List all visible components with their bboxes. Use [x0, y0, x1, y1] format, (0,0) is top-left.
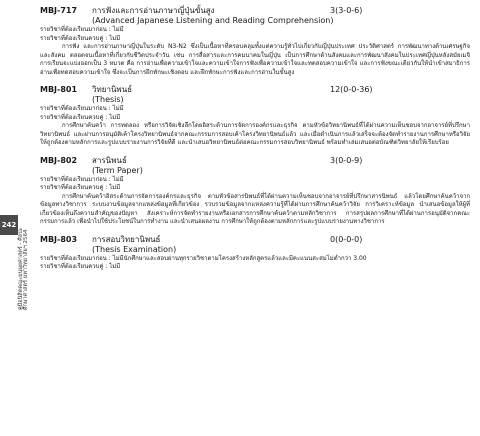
course-description: การศึกษาค้นคว้า การทดลอง หรือการวิจัยเชิงลึกโดยอิสระด้านการจัดการองค์กรและธุรกิจ ตามหัวข้อวิทยานิพนธ์ที่ได้ผ่านความเห็นชอบจากอาจารย์ที่ปรึกษาวิทยานิพนธ์ และผ่านการอนุมัติเค้าโครงวิทยานิพนธ์จากคณะกรรมการสอบเค้าโครงวิทยานิพนธ์แล้ว และเมื่อดำเนินการแล้วเสร็จจะต้องจัดทำรายงานการศึกษาหรือวิจัยให้ถูกต้องตามหลักการและรูปแบบรายงานการวิจัยที่ดี และนำเสนอวิทยานิพนธ์ต่อคณะกรรมการสอบวิทยานิพนธ์ พร้อมทำเล่มเสนอต่อบัณฑิตวิทยาลัยให้เรียบร้อย [40, 122, 470, 146]
course-title-th: วิทยานิพนธ์ [92, 85, 133, 94]
prerequisite: รายวิชาที่ต้องเรียนมาก่อน : ไม่มีนักศึกษาและสอบผ่านทุกรายวิชาตามโครงสร้างหลักสูตรแล้วและมีคะแนนสะสมไม่ต่ำกว่า 3.00 [40, 254, 367, 262]
course-block [40, 156, 470, 227]
course-credits: 3(3-0-6) [330, 6, 363, 15]
course-credits: 12(0-0-36) [330, 85, 373, 94]
prerequisite: รายวิชาที่ต้องเรียนมาก่อน : ไม่มี [40, 175, 124, 183]
course-credits: 3(0-0-9) [330, 155, 363, 165]
corequisite: รายวิชาที่ต้องเรียนควบคู่ : ไม่มี [40, 113, 121, 121]
course-description-page [40, 6, 470, 280]
corequisite: รายวิชาที่ต้องเรียนควบคู่ : ไม่มี [40, 263, 121, 270]
course-header [40, 6, 470, 16]
course-header [40, 85, 470, 95]
course-title-en: (Term Paper) [92, 165, 143, 175]
side-running-header [19, 190, 29, 310]
course-title-th: สารนิพนธ์ [92, 155, 127, 165]
course-code: MBJ-717 [40, 6, 78, 15]
course-header [40, 156, 470, 166]
course-block [40, 6, 470, 77]
course-code: MBJ-803 [40, 234, 78, 244]
course-header [40, 235, 470, 245]
course-block [40, 235, 470, 272]
side-text-line: ศึกษาศาสตร์ มหาวิทยาลัยฯ 2564 [23, 229, 29, 310]
course-title-th: การฟังและการอ่านภาษาญี่ปุ่นขั้นสูง [92, 6, 215, 15]
course-title-en: (Advanced Japanese Listening and Reading Comprehension) [92, 16, 334, 25]
prerequisite: รายวิชาที่ต้องเรียนมาก่อน : ไม่มี [40, 26, 124, 33]
course-description: การฟัง และการอ่านภาษาญี่ปุ่นในระดับ N3-N2 ซึ่งเป็นเนื้อหาที่ครอบคลุมทั้งแต่ความรู้ทั่วไปเกี่ยวกับญี่ปุ่นประเทศ ประวัติศาสตร์ การพัฒนาทางด้านเศรษฐกิจและสังคม ตลอดจนเนื้อหาที่เกี่ยวกับชีวิตประจำวัน เช่น การสื่อสารและการคมนาคมในญี่ปุ่น เป็นการศึกษาด้านสังคมและการพัฒนาสังคมในประเทศญี่ปุ่นหลังสมัยเมจิ การเรียนจะแบ่งออกเป็น 3 หมวด คือ การอ่านเพื่อความเข้าใจและความเข้าใจการฟังเพื่อความเข้าใจและทดสอบความเข้าใจ และการฟังขณะเดียวกันให้นำเข้าสมาธิการอ่านเพื่อทดสอบความเข้าใจ ซึ่งจะเป็นการฝึกทักษะเชิงตอบ และฝึกทักษะการฟังและการอ่านในขั้นสูง [40, 43, 470, 76]
corequisite: รายวิชาที่ต้องเรียนควบคู่ : ไม่มี [40, 184, 121, 191]
course-title-th: การสอบวิทยานิพนธ์ [92, 234, 161, 244]
course-title-en: (Thesis Examination) [92, 244, 177, 254]
course-code: MBJ-802 [40, 155, 78, 165]
page-number: 242 [1, 221, 17, 229]
course-description: การศึกษาค้นคว้าอิสระด้านการจัดการองค์กรและธุรกิจ ตามหัวข้อสารนิพนธ์ที่ได้ผ่านความเห็นชอบจากอาจารย์ที่ปรึกษาสารนิพนธ์ แล้วโดยศึกษาค้นคว้าจากข้อมูลทางวิชาการ ระบบงานข้อมูลจากแหล่งข้อมูลที่เกี่ยวข้อง รวบรวมข้อมูลจากแหล่งความรู้ที่ได้ผ่านการศึกษาค้นคว้าวิจัย การวิเคราะห์ข้อมูล นำเสนอข้อมูลให้ผู้ที่เกี่ยวข้องเห็นถึงความสำคัญของปัญหา สังเคราะห์การจัดทำรายงานหรือเอกสารการศึกษาค้นคว้าตามหลักวิชาการ การสรุปผลการศึกษาที่ได้ผ่านการอนุมัติจากคณะกรรมการแล้ว เพื่อนำไปใช้ประโยชน์ในการทำงาน และนำเสนอผลงาน การศึกษาให้ถูกต้องตามหลักการและรูปแบบรายงานทางวิชาการ [40, 192, 470, 225]
course-code: MBJ-801 [40, 85, 78, 94]
prerequisite: รายวิชาที่ต้องเรียนมาก่อน : ไม่มี [40, 105, 124, 112]
page-number-tab [0, 215, 18, 235]
corequisite: รายวิชาที่ต้องเรียนควบคู่ : ไม่มี [40, 34, 121, 42]
course-block [40, 85, 470, 148]
course-credits: 0(0-0-0) [330, 234, 363, 244]
course-title-en: (Thesis) [92, 95, 124, 104]
side-text-line: คู่มือนิสิตคณะมนุษยศาสตร์ - ศิลปะ [18, 227, 24, 310]
